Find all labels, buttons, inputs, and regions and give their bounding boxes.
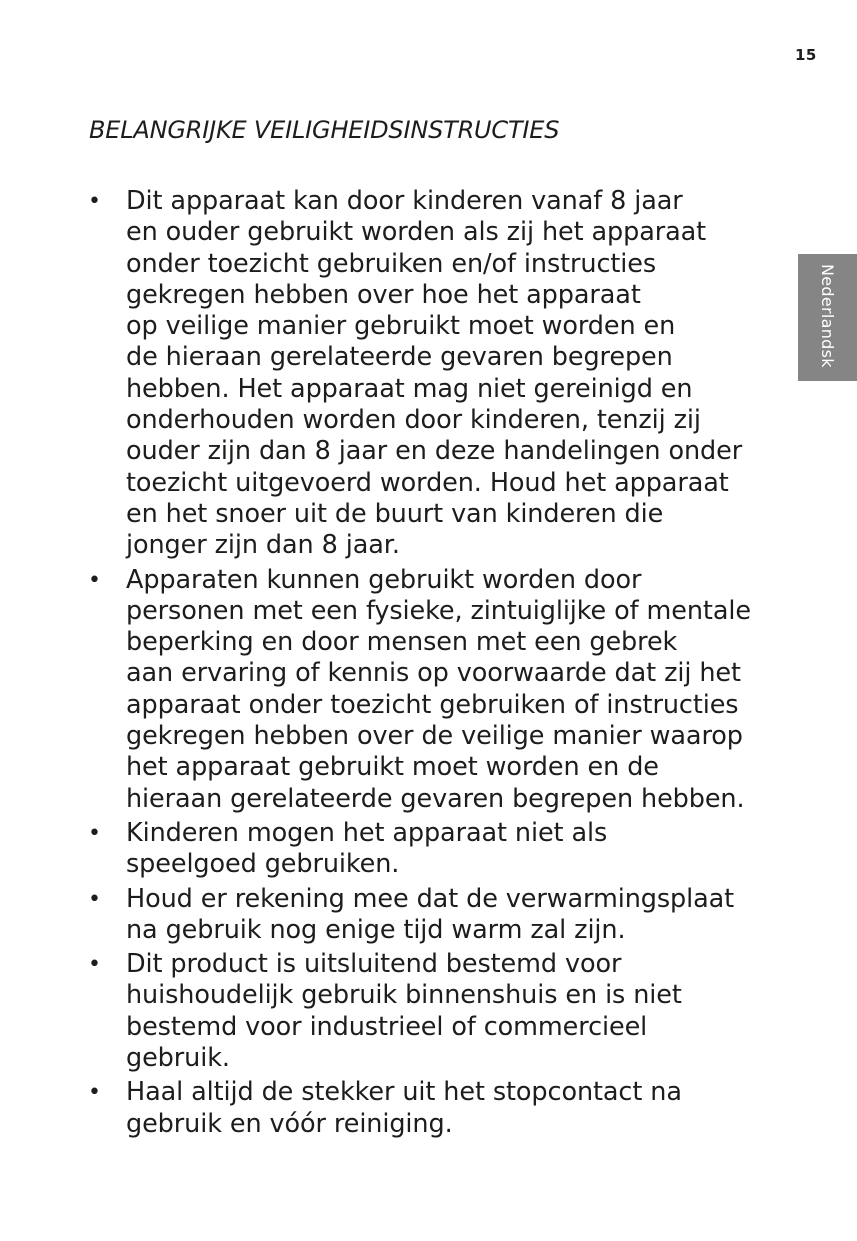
language-tab — [798, 254, 857, 381]
bullet-icon: • — [88, 820, 101, 846]
instruction-line: en het snoer uit de buurt van kinderen die — [126, 498, 664, 529]
instruction-line: de hieraan gerelateerde gevaren begrepen — [126, 342, 673, 373]
bullet-icon: • — [88, 952, 101, 978]
instruction-line: apparaat onder toezicht gebruiken of instructies — [126, 689, 739, 720]
page-number: 15 — [795, 46, 817, 64]
instruction-line: Kinderen mogen het apparaat niet als — [126, 817, 608, 848]
instruction-line: na gebruik nog enige tijd warm zal zijn. — [126, 914, 626, 945]
safety-instructions-list — [86, 186, 758, 1143]
instruction-line: aan ervaring of kennis op voorwaarde dat zij het — [126, 658, 741, 689]
instruction-line: Haal altijd de stekker uit het stopcontact na — [126, 1077, 682, 1108]
instruction-line: Apparaten kunnen gebruikt worden door — [126, 564, 642, 595]
instruction-line: bestemd voor industrieel of commercieel — [126, 1011, 648, 1042]
instruction-line: Houd er rekening mee dat de verwarmingsplaat — [126, 883, 735, 914]
instruction-line: onderhouden worden door kinderen, tenzij zij — [126, 405, 701, 436]
instruction-line: gebruik. — [126, 1043, 230, 1074]
instruction-item — [86, 818, 758, 881]
instruction-line: Dit product is uitsluitend bestemd voor — [126, 949, 622, 980]
bullet-icon: • — [88, 189, 101, 214]
instruction-item — [86, 565, 758, 815]
instruction-line: op veilige manier gebruikt moet worden en — [126, 311, 676, 342]
instruction-line: gebruik en vóór reiniging. — [126, 1108, 453, 1139]
instruction-item — [86, 1077, 758, 1140]
instruction-line: gekregen hebben over hoe het apparaat — [126, 279, 641, 310]
instruction-item — [86, 949, 758, 1074]
instruction-line: huishoudelijk gebruik binnenshuis en is niet — [126, 980, 682, 1011]
instruction-item — [86, 186, 758, 562]
instruction-line: hieraan gerelateerde gevaren begrepen hebben. — [126, 783, 745, 814]
instruction-line: jonger zijn dan 8 jaar. — [126, 530, 400, 561]
language-tab-label: Nederlandsk — [818, 264, 837, 368]
instruction-line: en ouder gebruikt worden als zij het apparaat — [126, 217, 707, 248]
instruction-line: speelgoed gebruiken. — [126, 849, 400, 880]
bullet-icon: • — [88, 1080, 101, 1106]
page-title: BELANGRIJKE VEILIGHEIDSINSTRUCTIES — [89, 116, 560, 144]
instruction-line: het apparaat gebruikt moet worden en de — [126, 752, 659, 783]
instruction-line: beperking en door mensen met een gebrek — [126, 627, 678, 658]
instruction-line: gekregen hebben over de veilige manier waarop — [126, 721, 743, 752]
instruction-line: toezicht uitgevoerd worden. Houd het apparaat — [126, 467, 729, 498]
instruction-line: ouder zijn dan 8 jaar en deze handelingen onder — [126, 436, 743, 467]
bullet-icon: • — [88, 567, 101, 593]
instruction-line: onder toezicht gebruiken en/of instructies — [126, 248, 657, 279]
instruction-line: hebben. Het apparaat mag niet gereinigd en — [126, 373, 693, 404]
instruction-line: Dit apparaat kan door kinderen vanaf 8 jaar — [126, 186, 683, 216]
instruction-item — [86, 884, 758, 947]
instruction-line: personen met een fysieke, zintuiglijke of mentale — [126, 595, 751, 626]
bullet-icon: • — [88, 886, 101, 912]
